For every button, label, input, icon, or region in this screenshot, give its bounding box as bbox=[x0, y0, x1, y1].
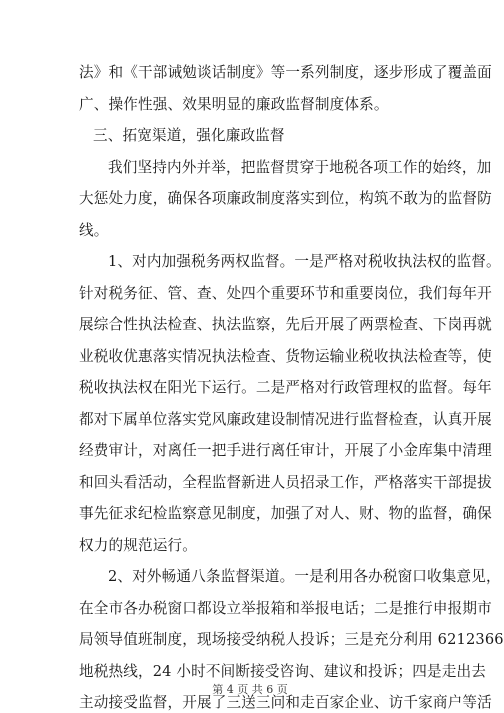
page-number-footer: 第 4 页 共 6 页 bbox=[212, 683, 288, 696]
body-text-line: 权力的规范运行。 bbox=[79, 537, 197, 554]
body-text-line: 在全市各办税窗口都设立举报箱和举报电话；二是推行申报期市 bbox=[79, 600, 492, 617]
body-text-line: 主动接受监督，开展了三送三问和走百家企业、访千家商户等活 bbox=[79, 694, 492, 711]
body-text-line: 法》和《干部诫勉谈话制度》等一系列制度，逐步形成了覆盖面 bbox=[79, 64, 492, 81]
body-text-line: 我们坚持内外并举，把监督贯穿于地税各项工作的始终，加 bbox=[108, 159, 492, 176]
body-text-line: 1、对内加强税务两权监督。一是严格对税收执法权的监督。 bbox=[108, 253, 501, 270]
body-text-line: 税收执法权在阳光下运行。二是严格对行政管理权的监督。每年 bbox=[79, 379, 492, 396]
body-text-line: 局领导值班制度，现场接受纳税人投诉；三是充分利用 6212366 bbox=[79, 631, 504, 648]
body-text-line: 业税收优惠落实情况执法检查、货物运输业税收执法检查等，使 bbox=[79, 348, 492, 365]
body-text-line: 地税热线，24 小时不间断接受咨询、建议和投诉；四是走出去 bbox=[79, 663, 486, 680]
body-text-line: 和回头看活动，全程监督新进人员招录工作，严格落实干部提拔 bbox=[79, 474, 492, 491]
section-heading: 三、拓宽渠道，强化廉政监督 bbox=[93, 127, 285, 144]
body-text-line: 都对下属单位落实党风廉政建设制情况进行监督检查，认真开展 bbox=[79, 411, 492, 428]
body-text-line: 展综合性执法检查、执法监察，先后开展了两票检查、下岗再就 bbox=[79, 316, 492, 333]
body-text-line: 大惩处力度，确保各项廉政制度落实到位，构筑不敢为的监督防 bbox=[79, 190, 492, 207]
body-text-line: 经费审计，对离任一把手进行离任审计，开展了小金库集中清理 bbox=[79, 442, 492, 459]
body-text-line: 广、操作性强、效果明显的廉政监督制度体系。 bbox=[79, 96, 389, 113]
body-text-line: 线。 bbox=[79, 222, 109, 239]
body-text-line: 针对税务征、管、查、处四个重要环节和重要岗位，我们每年开 bbox=[79, 285, 492, 302]
body-text-line: 2、对外畅通八条监督渠道。一是利用各办税窗口收集意见， bbox=[108, 568, 501, 585]
body-text-line: 事先征求纪检监察意见制度，加强了对人、财、物的监督，确保 bbox=[79, 505, 492, 522]
